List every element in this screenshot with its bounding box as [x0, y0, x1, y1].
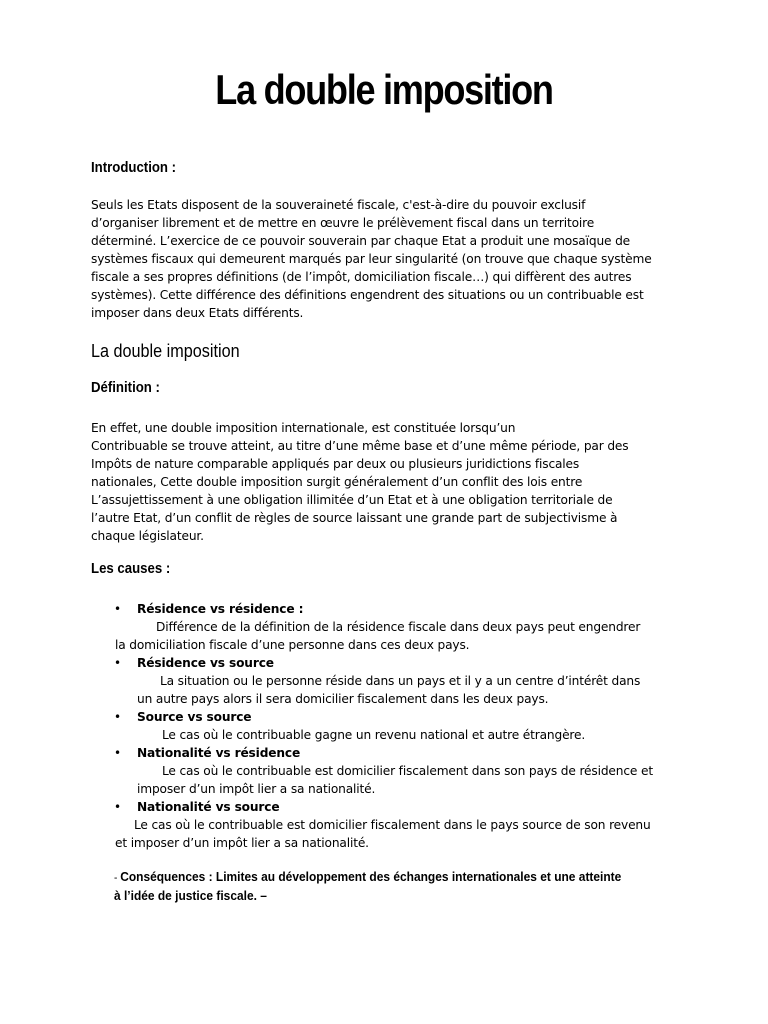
consequences-suffix: – — [256, 888, 267, 903]
definition-heading: Définition : — [91, 379, 160, 396]
introduction-heading: Introduction : — [91, 159, 177, 176]
description-line: Le cas où le contribuable est domicilier fiscalement dans son pays de résidence et — [162, 764, 653, 778]
bullet-icon: • — [114, 800, 121, 814]
section-heading: La double imposition — [91, 341, 240, 361]
paragraph-line: imposer dans deux Etats différents. — [91, 306, 304, 320]
consequences-paragraph — [114, 868, 629, 905]
paragraph-line: Contribuable se trouve atteint, au titre d’une même base et d’une même période, par des — [91, 439, 629, 453]
paragraph-line: chaque législateur. — [91, 529, 204, 543]
cause-title: Source vs source — [137, 710, 252, 724]
paragraph-line: fiscale a ses propres définitions (de l’impôt, domiciliation fiscale…) qui diffèrent des autres — [91, 270, 632, 284]
description-line: Le cas où le contribuable gagne un revenu national et autre étrangère. — [162, 728, 586, 742]
cause-description — [0, 762, 653, 798]
description-line: Différence de la définition de la résidence fiscale dans deux pays peut engendrer — [156, 620, 641, 634]
description-line: La situation ou le personne réside dans un pays et il y a un centre d’intérêt dans — [160, 674, 641, 688]
paragraph-line: déterminé. L’exercice de ce pouvoir souverain par chaque Etat a produit une mosaïque de — [91, 234, 631, 248]
cause-title: Nationalité vs résidence — [137, 746, 301, 760]
bullet-icon: • — [114, 602, 121, 616]
cause-title: Nationalité vs source — [137, 800, 280, 814]
page-title: La double imposition — [215, 66, 553, 113]
cause-description — [0, 816, 651, 852]
paragraph-line: l’autre Etat, d’un conflit de règles de source laissant une grande part de subjectivisme à — [91, 511, 618, 525]
paragraph-line: En effet, une double imposition internationale, est constituée lorsqu’un — [91, 421, 516, 435]
causes-heading: Les causes : — [91, 560, 171, 577]
consequences-text: Conséquences : Limites au développement des échanges internationales et une atteinte à l’idée de justice fiscale. — [114, 869, 622, 903]
bullet-icon: • — [114, 710, 121, 724]
description-line: et imposer d’un impôt lier a sa nationalité. — [115, 836, 369, 850]
cause-title: Résidence vs résidence : — [137, 602, 304, 616]
description-line: Le cas où le contribuable est domicilier fiscalement dans le pays source de son revenu — [134, 818, 651, 832]
paragraph-line: d’organiser librement et de mettre en œuvre le prélèvement fiscal dans un territoire — [91, 216, 595, 230]
paragraph-line: nationales, Cette double imposition surgit généralement d’un conflit des lois entre — [91, 475, 583, 489]
definition-paragraph — [91, 419, 681, 545]
cause-description — [0, 726, 585, 744]
paragraph-line: systèmes). Cette différence des définitions engendrent des situations ou un contribuable est — [91, 288, 644, 302]
paragraph-line: systèmes fiscaux qui demeurent marqués par leur singularité (on trouve que chaque système — [91, 252, 652, 266]
bullet-icon: • — [114, 656, 121, 670]
paragraph-line: Seuls les Etats disposent de la souveraineté fiscale, c'est-à-dire du pouvoir exclusif — [91, 198, 586, 212]
paragraph-line: Impôts de nature comparable appliqués par deux ou plusieurs juridictions fiscales — [91, 457, 580, 471]
cause-title: Résidence vs source — [137, 656, 274, 670]
cause-description — [0, 672, 640, 708]
bullet-icon: • — [114, 746, 121, 760]
description-line: un autre pays alors il sera domicilier fiscalement dans les deux pays. — [137, 692, 549, 706]
paragraph-line: L’assujettissement à une obligation illimitée d’un Etat et à une obligation territoriale de — [91, 493, 613, 507]
consequences-prefix: - — [114, 872, 121, 884]
description-line: la domiciliation fiscale d’une personne dans ces deux pays. — [115, 638, 470, 652]
introduction-paragraph — [91, 196, 681, 322]
description-line: imposer d’un impôt lier a sa nationalité. — [137, 782, 376, 796]
cause-description — [0, 618, 640, 654]
